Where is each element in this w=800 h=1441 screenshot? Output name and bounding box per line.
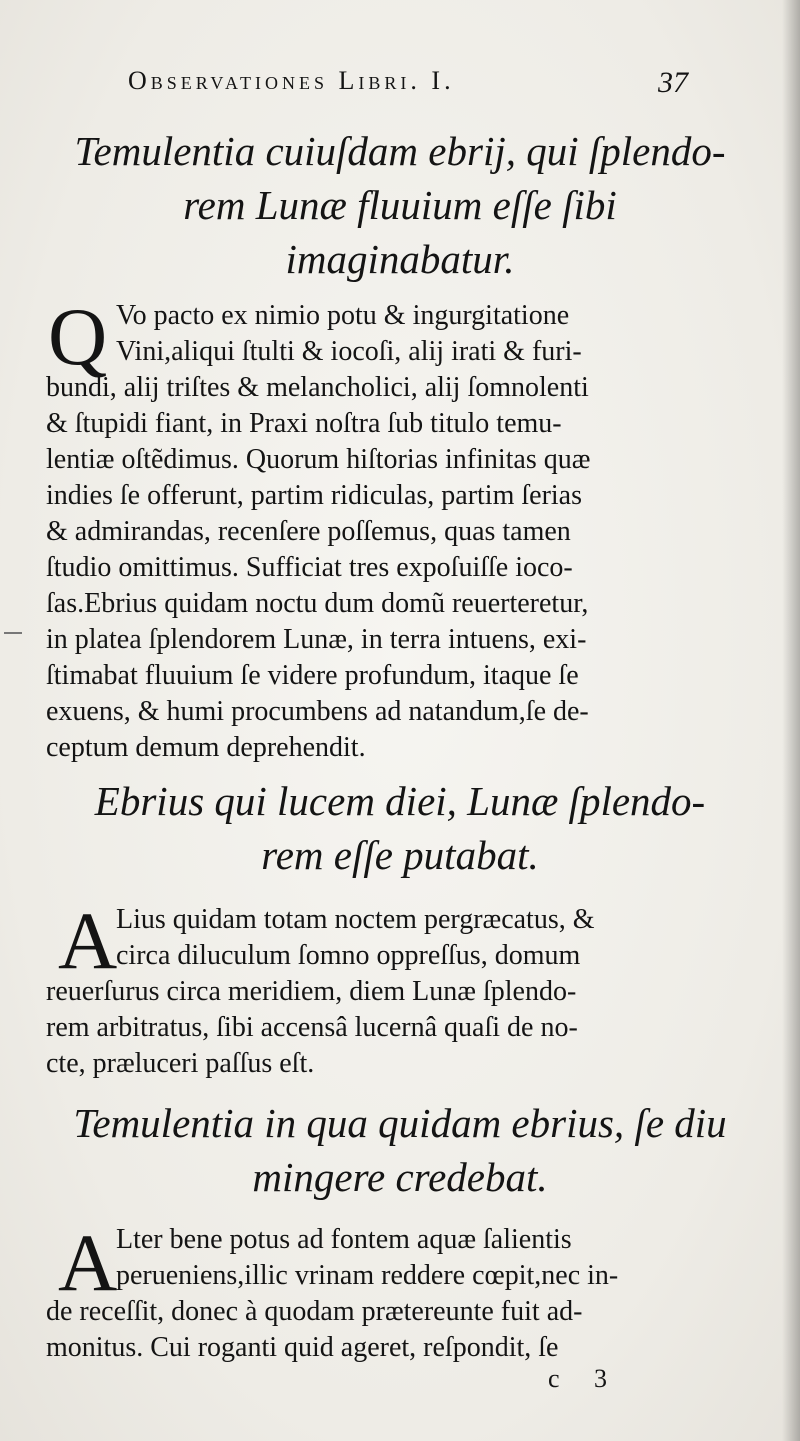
text-line: & ſtupidi fiant, in Praxi noſtra ſub titulo temu- (46, 408, 562, 439)
section-body-2 (46, 895, 706, 1082)
heading-line: mingere credebat. (252, 1154, 548, 1200)
text-line: reuerſurus circa meridiem, diem Lunæ ſplendo- (46, 976, 577, 1007)
text-line: lentiæ oſtẽdimus. Quorum hiſtorias infinitas quæ (46, 444, 591, 475)
signature-mark: c 3 (548, 1364, 622, 1393)
section-heading-3 (40, 1096, 760, 1204)
section-heading-2 (40, 774, 760, 882)
section-heading-1 (40, 124, 760, 286)
text-line: Lius quidam totam noctem pergræcatus, & (116, 904, 595, 935)
running-head (128, 66, 688, 106)
heading-line: Temulentia cuiuſdam ebrij, qui ſplendo- (74, 128, 726, 174)
text-line: monitus. Cui roganti quid ageret, reſpondit, ſe (46, 1332, 559, 1363)
text-line: Vo pacto ex nimio potu & ingurgitatione (116, 300, 570, 331)
heading-line: rem eſſe putabat. (261, 832, 539, 878)
text-line: Lter bene potus ad fontem aquæ ſalientis (116, 1224, 572, 1255)
text-line: & admirandas, recenſere poſſemus, quas tamen (46, 516, 571, 547)
text-line: exuens, & humi procumbens ad natandum,ſe de- (46, 696, 589, 727)
heading-line: Temulentia in qua quidam ebrius, ſe diu (73, 1100, 727, 1146)
text-line: ceptum demum deprehendit. (46, 732, 366, 763)
heading-line: rem Lunæ fluuium eſſe ſibi (183, 182, 617, 228)
text-line: Vini,aliqui ſtulti & iocoſi, alij irati & furi- (116, 336, 582, 367)
section-body-3 (46, 1217, 706, 1366)
heading-line: Ebrius qui lucem diei, Lunæ ſplendo- (94, 778, 706, 824)
text-line: circa diluculum ſomno oppreſſus, domum (116, 940, 581, 971)
margin-mark (4, 632, 22, 634)
text-line: de receſſit, donec à quodam prætereunte fuit ad- (46, 1296, 583, 1327)
drop-cap: A (58, 1217, 118, 1308)
running-head-title: Observationes Libri. I. (128, 66, 455, 95)
text-line: perueniens,illic vrinam reddere cœpit,nec in- (116, 1260, 619, 1291)
text-line: in platea ſplendorem Lunæ, in terra intuens, exi- (46, 624, 587, 655)
text-line: ſas.Ebrius quidam noctu dum domũ reuerteretur, (46, 588, 589, 619)
heading-line: imaginabatur. (285, 236, 515, 282)
text-line: bundi, alij triſtes & melancholici, alij ſomnolenti (46, 372, 589, 403)
text-line: indies ſe offerunt, partim ridiculas, partim ſerias (46, 480, 582, 511)
gutter-shadow (782, 0, 800, 1441)
text-line: ſtudio omittimus. Sufficiat tres expoſuiſſe ioco- (46, 552, 573, 583)
section-body-1 (46, 291, 706, 766)
text-line: rem arbitratus, ſibi accensâ lucernâ quaſi de no- (46, 1012, 578, 1043)
text-line: ſtimabat fluuium ſe videre profundum, itaque ſe (46, 660, 579, 691)
text-line: cte, præluceri paſſus eſt. (46, 1048, 315, 1079)
drop-cap: Q (48, 291, 108, 382)
page-number: 37 (658, 66, 688, 99)
drop-cap: A (58, 895, 118, 986)
